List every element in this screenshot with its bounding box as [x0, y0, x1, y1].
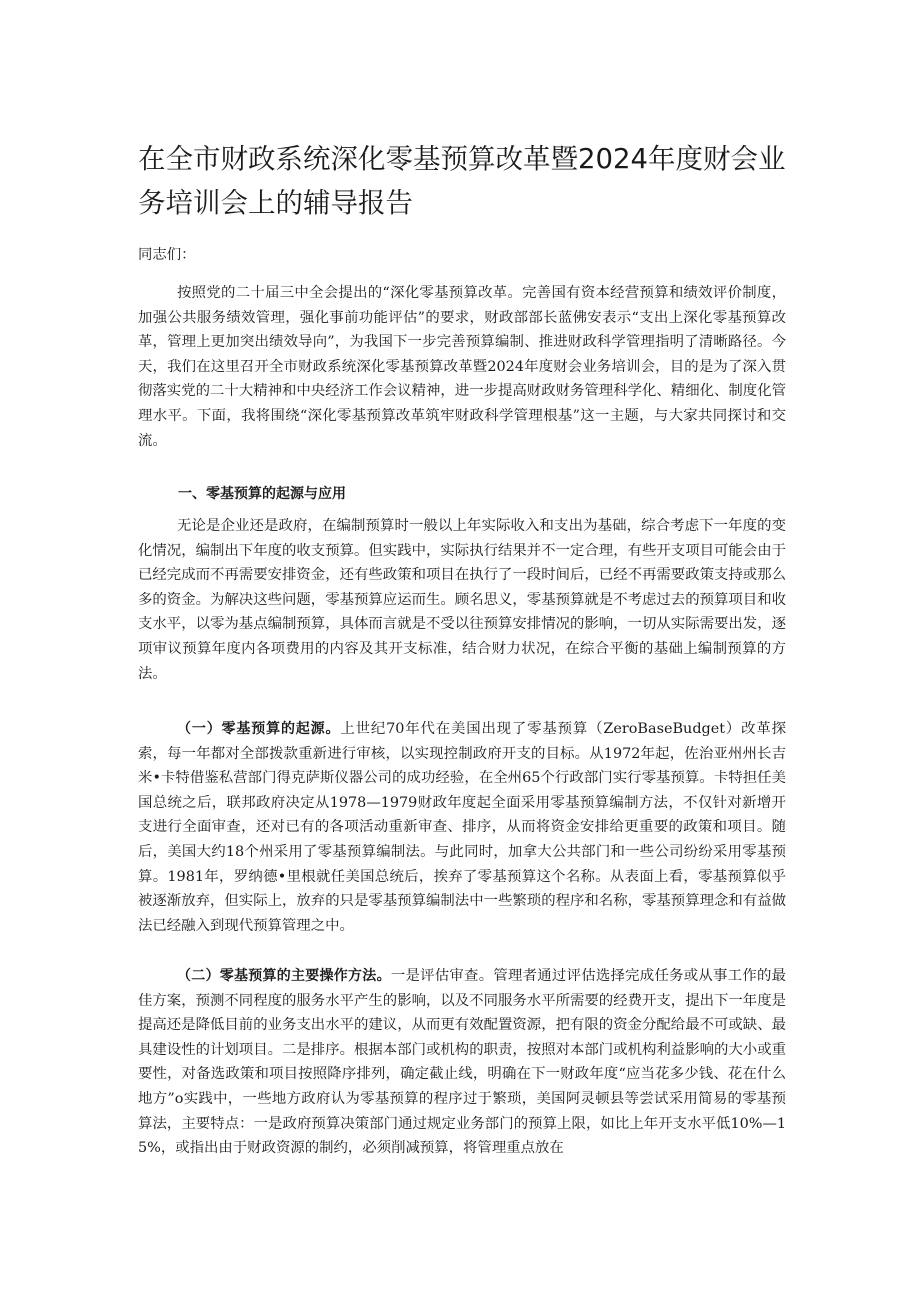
document-title: 在全市财政系统深化零基预算改革暨2024年度财会业务培训会上的辅导报告	[138, 143, 786, 219]
section-1-paragraph: 无论是企业还是政府，在编制预算时一般以上年实际收入和支出为基础，综合考虑下一年度的变化情况，编制出下年度的收支预算。但实践中，实际执行结果并不一定合理，有些开支项目可能会由于已经完成而不再需要安排资金，还有些政策和项目在执行了一段时间后，已经不再需要政策支持或那么多的资金。为解决这些问题，零基预算应运而生。顾名思义，零基预算就是不考虑过去的预算项目和收支水平，以零为基点编制预算，具体而言就是不受以往预算安排情况的影响，一切从实际需要出发，逐项审议预算年度内各项费用的内容及其开支标准，结合财力状况，在综合平衡的基础上编制预算的方法。	[138, 518, 786, 682]
intro-paragraph: 按照党的二十届三中全会提出的“深化零基预算改革。完善国有资本经营预算和绩效评价制度，加强公共服务绩效管理，强化事前功能评估”的要求，财政部部长蓝佛安表示“支出上深化零基预算改革，管理上更加突出绩效导向”，为我国下一步完善预算编制、推进财政科学管理指明了清晰路径。今天，我们在这里召开全市财政系统深化零基预算改革暨2024年度财会业务培训会，目的是为了深入贯彻落实党的二十大精神和中央经济工作会议精神，进一步提高财政财务管理科学化、精细化、制度化管理水平。下面，我将围绕“深化零基预算改革筑牢财政科学管理根基”这一主题，与大家共同探讨和交流。	[138, 285, 786, 449]
section-heading-1: 一、零基预算的起源与应用	[178, 486, 346, 502]
salutation: 同志们：	[138, 247, 196, 263]
subsection-1-paragraph	[138, 717, 786, 938]
subsection-1-text: 上世纪70年代在美国出现了零基预算（ZeroBaseBudget）改革探索，每一年都对全部拨款重新进行审核，以实现控制政府开支的目标。从1972年起，佐治亚州州长吉米•卡特借鉴私营部门得克萨斯仪器公司的成功经验，在全州65个行政部门实行零基预算。卡特担任美国总统之后，联邦政府决定从1978—1979财政年度起全面采用零基预算编制方法，不仅针对新增开支进行全面审查，还对已有的各项活动重新审查、排序，从而将资金安排给更重要的政策和项目。随后，美国大约18个州采用了零基预算编制法。与此同时，加拿大公共部门和一些公司纷纷采用零基预算。1981年，罗纳德•里根就任美国总统后，挨弃了零基预算这个名称。从表面上看，零基预算似乎被逐渐放弃，但实际上，放弃的只是零基预算编制法中一些繁琐的程序和名称，零基预算理念和有益做法已经融入到现代预算管理之中。	[138, 721, 787, 934]
subsection-1-heading: （一）零基预算的起源。	[177, 721, 341, 737]
subsection-2-text: 一是评估审查。管理者通过评估选择完成任务或从事工作的最佳方案，预测不同程度的服务水平产生的影响，以及不同服务水平所需要的经费开支，提出下一年度是提高还是降低目前的业务支出水平的建议，从而更有效配置资源，把有限的资金分配给最不可或缺、最具建设性的计划项目。二是排序。根据本部门或机构的职责，按照对本部门或机构利益影响的大小或重要性，对备选政策和项目按照降序排列，确定截止线，明确在下一财政年度“应当花多少钱、花在什么地方”o实践中，一些地方政府认为零基预算的程序过于繁琐，美国阿灵顿县等尝试采用简易的零基预算法，主要特点：一是政府预算决策部门通过规定业务部门的预算上限，如比上年开支水平低10%—15%，或指出由于财政资源的制约，必须削减预算，将管理重点放在	[138, 968, 786, 1157]
subsection-2-paragraph	[138, 964, 786, 1161]
subsection-2-heading: （二）零基预算的主要操作方法。	[177, 968, 391, 984]
